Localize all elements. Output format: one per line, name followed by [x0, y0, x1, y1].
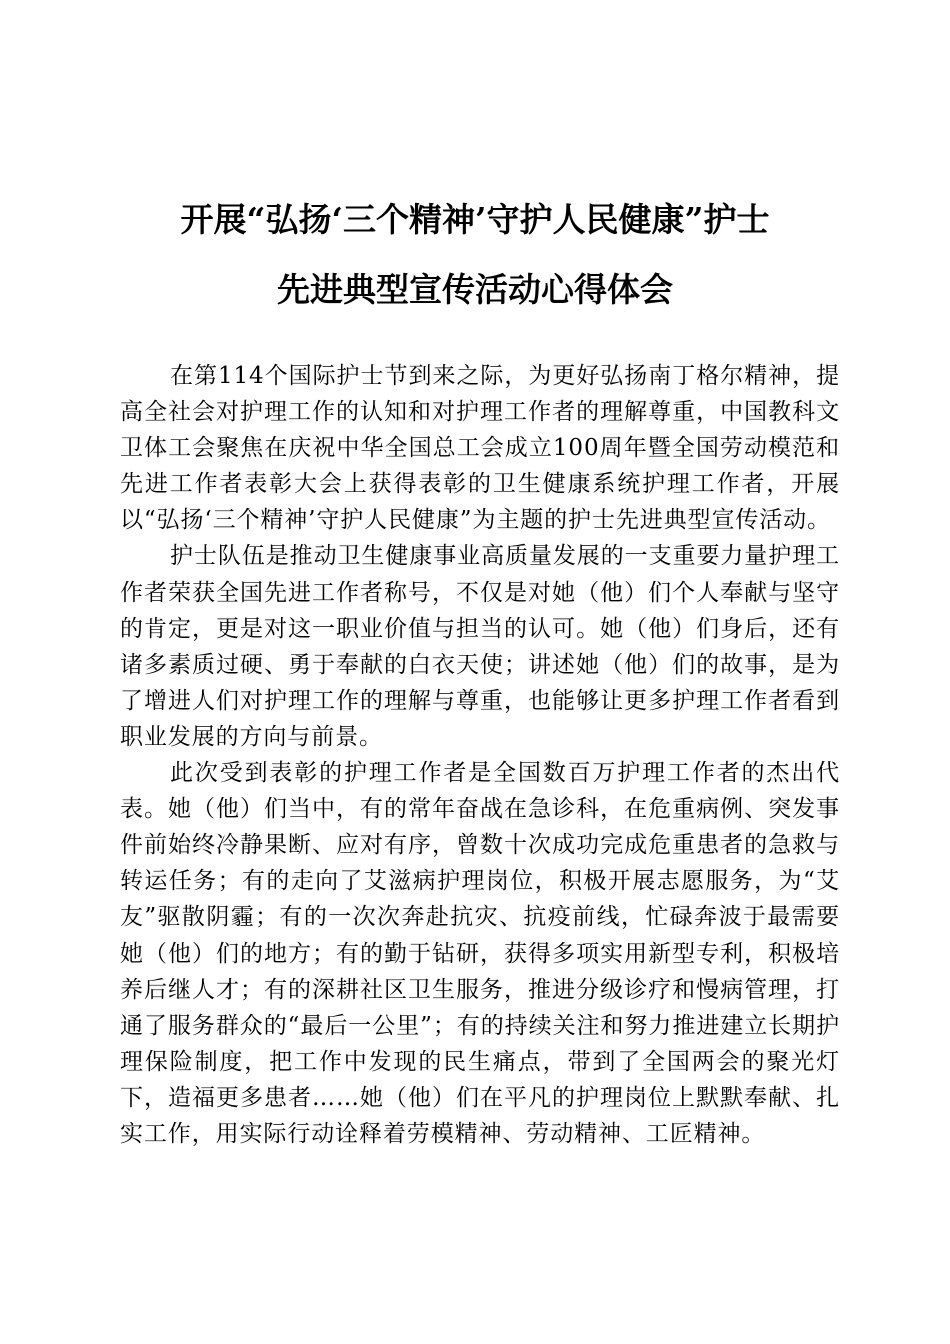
document-title-line-1: 开展“弘扬‘三个精神’守护人民健康”护士: [180, 200, 770, 239]
document-body: [120, 358, 840, 1152]
document-title-line-2: 先进典型宣传活动心得体会: [277, 270, 673, 309]
paragraph-1: 在第114个国际护士节到来之际，为更好弘扬南丁格尔精神，提高全社会对护理工作的认知和对护理工作者的理解尊重，中国教科文卫体工会聚焦在庆祝中华全国总工会成立100周年暨全国劳动模范和先进工作者表彰大会上获得表彰的卫生健康系统护理工作者，开展以“弘扬‘三个精神’守护人民健康”为主题的护士先进典型宣传活动。: [120, 363, 840, 534]
paragraph-3: 此次受到表彰的护理工作者是全国数百万护理工作者的杰出代表。她（他）们当中，有的常年奋战在急诊科，在危重病例、突发事件前始终冷静果断、应对有序，曾数十次成功完成危重患者的急救与转运任务；有的走向了艾滋病护理岗位，积极开展志愿服务，为“艾友”驱散阴霾；有的一次次奔赴抗灾、抗疫前线，忙碌奔波于最需要她（他）们的地方；有的勤于钻研，获得多项实用新型专利，积极培养后继人才；有的深耕社区卫生服务，推进分级诊疗和慢病管理，打通了服务群众的“最后一公里”；有的持续关注和努力推进建立长期护理保险制度，把工作中发现的民生痛点，带到了全国两会的聚光灯下，造福更多患者……她（他）们在平凡的护理岗位上默默奉献、扎实工作，用实际行动诠释着劳模精神、劳动精神、工匠精神。: [120, 760, 840, 1147]
paragraph-2: 护士队伍是推动卫生健康事业高质量发展的一支重要力量护理工作者荣获全国先进工作者称号，不仅是对她（他）们个人奉献与坚守的肯定，更是对这一职业价值与担当的认可。她（他）们身后，还有诸多素质过硬、勇于奉献的白衣天使；讲述她（他）们的故事，是为了增进人们对护理工作的理解与尊重，也能够让更多护理工作者看到职业发展的方向与前景。: [120, 543, 840, 750]
